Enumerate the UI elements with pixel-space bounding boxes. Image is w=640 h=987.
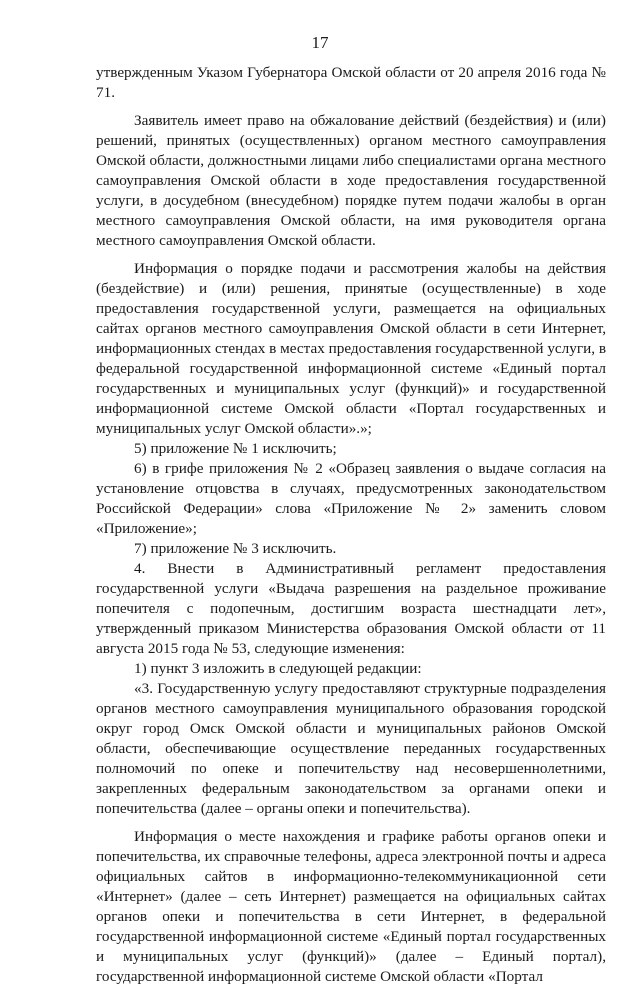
paragraph-continuation: утвержденным Указом Губернатора Омской области от 20 апреля 2016 года № 71.: [96, 64, 606, 101]
document-body: [96, 63, 606, 987]
page-number: 17: [311, 33, 329, 52]
paragraph-appeal-right: Заявитель имеет право на обжалование действий (бездействия) и (или) решений, принятых (осуществленных) органом местного самоуправления Омской области, должностными лицами либо специалистами органа местного самоуправления Омской области в ходе предоставления государственной услуги, в досудебном (внесудебном) порядке путем подачи жалобы в орган местного самоуправления Омской области, на имя руководителя органа местного самоуправления Омской области.: [96, 112, 606, 249]
paragraph-item-7: 7) приложение № 3 исключить.: [134, 540, 337, 557]
paragraph-complaint-info: Информация о порядке подачи и рассмотрения жалобы на действия (бездействие) и (или) решения, принятые (осуществленные) в ходе предоставления государственной услуги, размещается на официальных сайтах органов местного самоуправления Омской области в сети Интернет, информационных стендах в местах предоставления государственной услуги, в федеральной государственной информационной системе «Единый портал государственных и муниципальных услуг (функций)» и государственной информационной системе Омской области «Портал государственных и муниципальных услуг Омской области».»;: [96, 260, 606, 437]
paragraph-quoted-item-3: «3. Государственную услугу предоставляют структурные подразделения органов местного самоуправления муниципального образования городской округ город Омск Омской области и муниципальных районов Омской области, обеспечивающие осуществление переданных государственных полномочий по опеке и попечительству над несовершеннолетними, закрепленных федеральным законодательством за органами опеки и попечительства (далее – органы опеки и попечительства).: [96, 680, 606, 817]
paragraph-item-5: 5) приложение № 1 исключить;: [134, 440, 337, 457]
paragraph-section-4: 4. Внести в Административный регламент предоставления государственной услуги «Выдача разрешения на раздельное проживание попечителя с подопечным, достигшим возраста шестнадцати лет», утвержденный приказом Министерства образования Омской области от 11 августа 2015 года № 53, следующие изменения:: [96, 560, 606, 657]
paragraph-location-info: Информация о месте нахождения и графике работы органов опеки и попечительства, их справочные телефоны, адреса электронной почты и адреса официальных сайтов в информационно-телекоммуникационной сети «Интернет» (далее – сеть Интернет) размещается на официальных сайтах органов опеки и попечительства в сети Интернет, в федеральной государственной информационной системе «Единый портал государственных и муниципальных услуг (функций)» (далее – Единый портал), государственной информационной системе Омской области «Портал: [96, 828, 606, 985]
paragraph-item-6: 6) в грифе приложения № 2 «Образец заявления о выдаче согласия на установление отцовства в случаях, предусмотренных законодательством Российской Федерации» слова «Приложение № 2» заменить словом «Приложение»;: [96, 460, 606, 537]
paragraph-section-4-item-1: 1) пункт 3 изложить в следующей редакции:: [134, 660, 422, 677]
